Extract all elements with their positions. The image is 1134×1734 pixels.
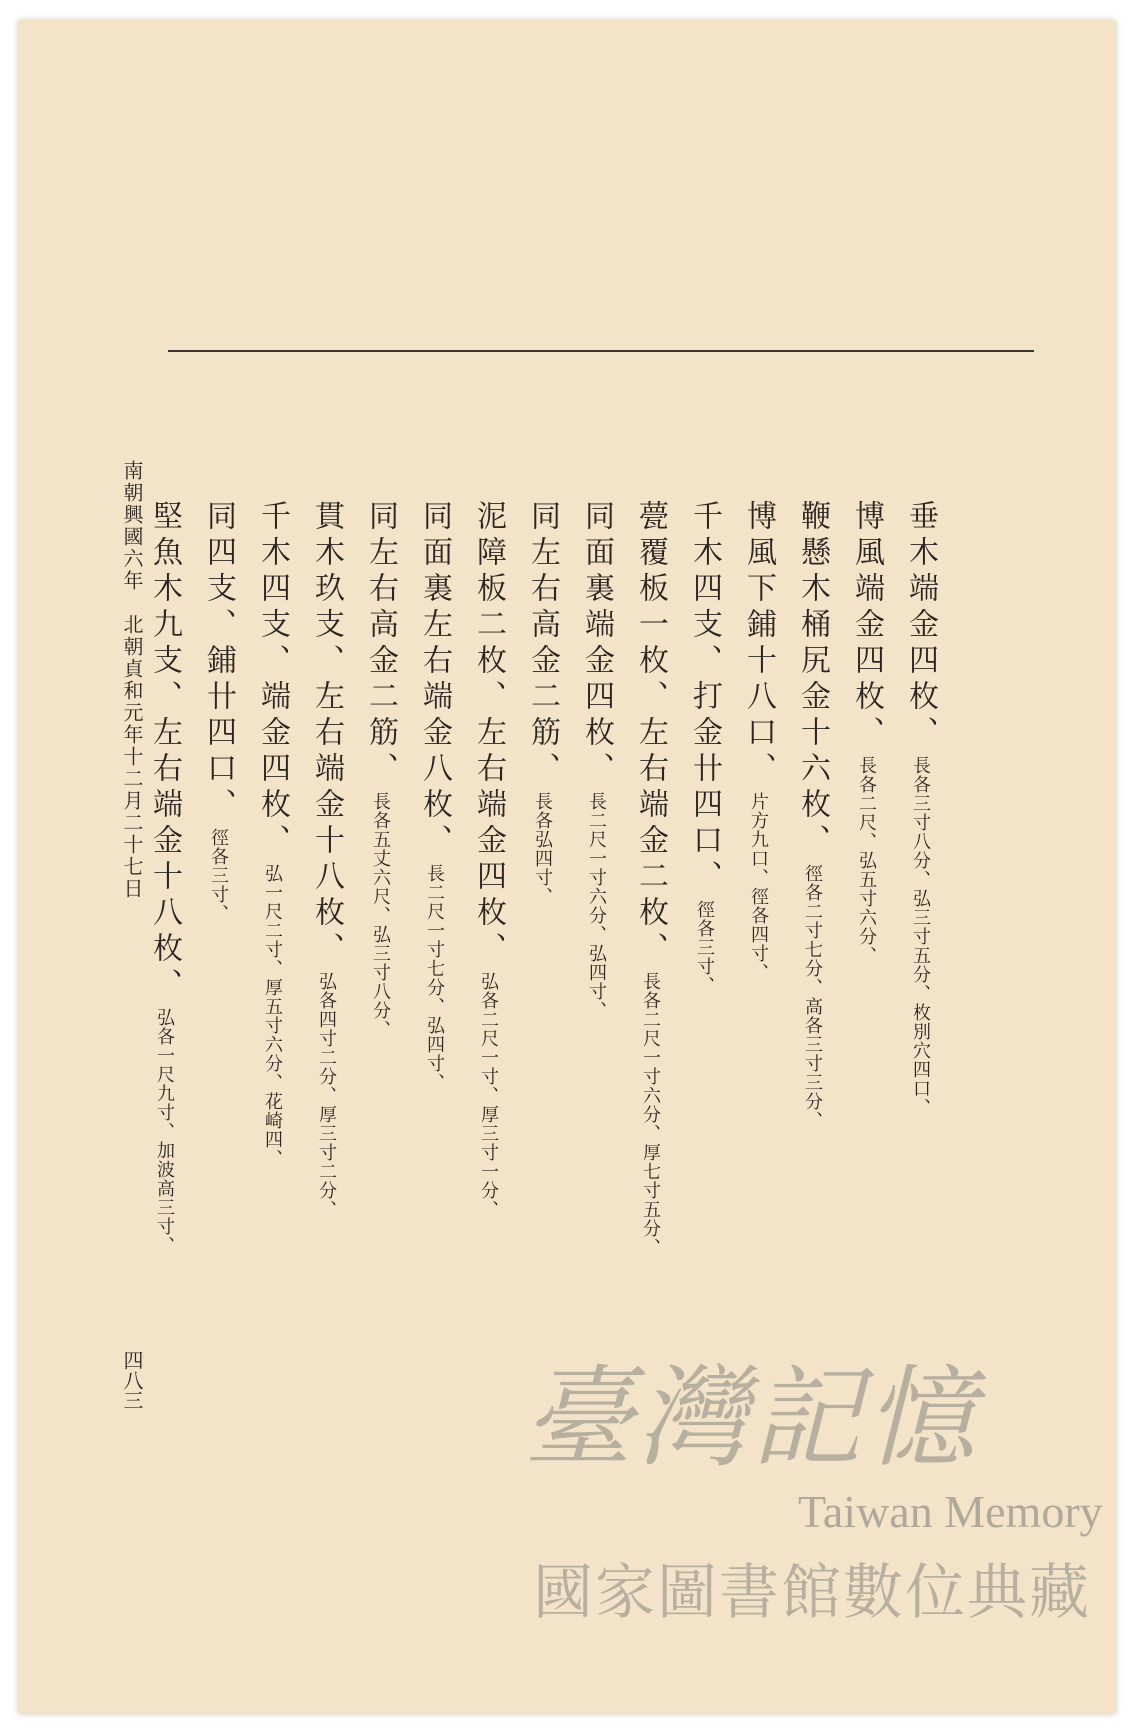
text-column-8 bbox=[520, 500, 564, 906]
column-note-text: 弘各一尺九寸、加波高三寸、 bbox=[154, 1008, 175, 1255]
date-footer: 南朝興國六年 北朝貞和元年十二月二十七日 bbox=[120, 460, 144, 900]
column-main-text: 千木四支、端金四枚、 bbox=[255, 500, 290, 860]
column-note-text: 長二尺一寸七分、弘四寸、 bbox=[424, 864, 445, 1092]
text-column-12 bbox=[304, 500, 348, 1219]
column-note-text: 徑各三寸、 bbox=[208, 828, 229, 923]
column-note-text: 弘各四寸二分、厚三寸二分、 bbox=[316, 972, 337, 1219]
column-main-text: 同左右高金二筋、 bbox=[525, 500, 560, 788]
column-main-text: 泥障板二枚、左右端金四枚、 bbox=[471, 500, 506, 968]
column-main-text: 同面裏左右端金八枚、 bbox=[417, 500, 452, 860]
text-column-13 bbox=[250, 500, 294, 1168]
column-note-text: 弘各二尺一寸、厚三寸一分、 bbox=[478, 972, 499, 1219]
text-column-6 bbox=[628, 500, 672, 1257]
column-note-text: 長各二尺一寸六分、厚七寸五分、 bbox=[640, 972, 661, 1257]
column-main-text: 鞭懸木桶尻金十六枚、 bbox=[795, 500, 830, 860]
column-main-text: 千木四支、打金卄四口、 bbox=[687, 500, 722, 896]
column-main-text: 博風下鋪十八口、 bbox=[741, 500, 776, 788]
column-main-text: 甍覆板一枚、左右端金二枚、 bbox=[633, 500, 668, 968]
column-note-text: 長各二尺、弘五寸六分、 bbox=[856, 756, 877, 965]
text-column-14 bbox=[196, 500, 240, 923]
watermark-title: 臺灣記憶 bbox=[523, 1354, 979, 1482]
column-note-text: 徑各二寸七分、高各三寸三分、 bbox=[802, 864, 823, 1130]
column-main-text: 垂木端金四枚、 bbox=[903, 500, 938, 752]
page-number: 四八三 bbox=[120, 1350, 144, 1410]
text-column-10 bbox=[412, 500, 456, 1092]
column-note-text: 弘一尺二寸、厚五寸六分、花崎四、 bbox=[262, 864, 283, 1168]
column-note-text: 長各五丈六尺、弘三寸八分、 bbox=[370, 792, 391, 1039]
watermark-english: Taiwan Memory bbox=[798, 1486, 1103, 1537]
watermark-subtitle: 國家圖書館數位典藏 bbox=[533, 1558, 1091, 1628]
document-page bbox=[18, 20, 1116, 1714]
horizontal-rule bbox=[168, 350, 1034, 352]
text-column-11 bbox=[358, 500, 402, 1039]
column-note-text: 片方九口、徑各四寸、 bbox=[748, 792, 769, 982]
text-column-9 bbox=[466, 500, 510, 1219]
column-note-text: 長各弘四寸、 bbox=[532, 792, 553, 906]
text-column-7 bbox=[574, 500, 618, 1020]
column-main-text: 同面裏端金四枚、 bbox=[579, 500, 614, 788]
column-note-text: 長二尺一寸六分、弘四寸、 bbox=[586, 792, 607, 1020]
column-main-text: 貫木玖支、左右端金十八枚、 bbox=[309, 500, 344, 968]
text-column-15 bbox=[142, 500, 186, 1255]
column-note-text: 徑各三寸、 bbox=[694, 900, 715, 995]
text-column-3 bbox=[790, 500, 834, 1130]
column-note-text: 長各三寸八分、弘三寸五分、枚別穴四口、 bbox=[910, 756, 931, 1117]
text-column-5 bbox=[682, 500, 726, 995]
text-column-4 bbox=[736, 500, 780, 982]
column-main-text: 堅魚木九支、左右端金十八枚、 bbox=[147, 500, 182, 1004]
text-column-2 bbox=[844, 500, 888, 965]
column-main-text: 同四支、鋪卄四口、 bbox=[201, 500, 236, 824]
column-main-text: 博風端金四枚、 bbox=[849, 500, 884, 752]
column-main-text: 同左右高金二筋、 bbox=[363, 500, 398, 788]
text-column-1 bbox=[898, 500, 942, 1117]
